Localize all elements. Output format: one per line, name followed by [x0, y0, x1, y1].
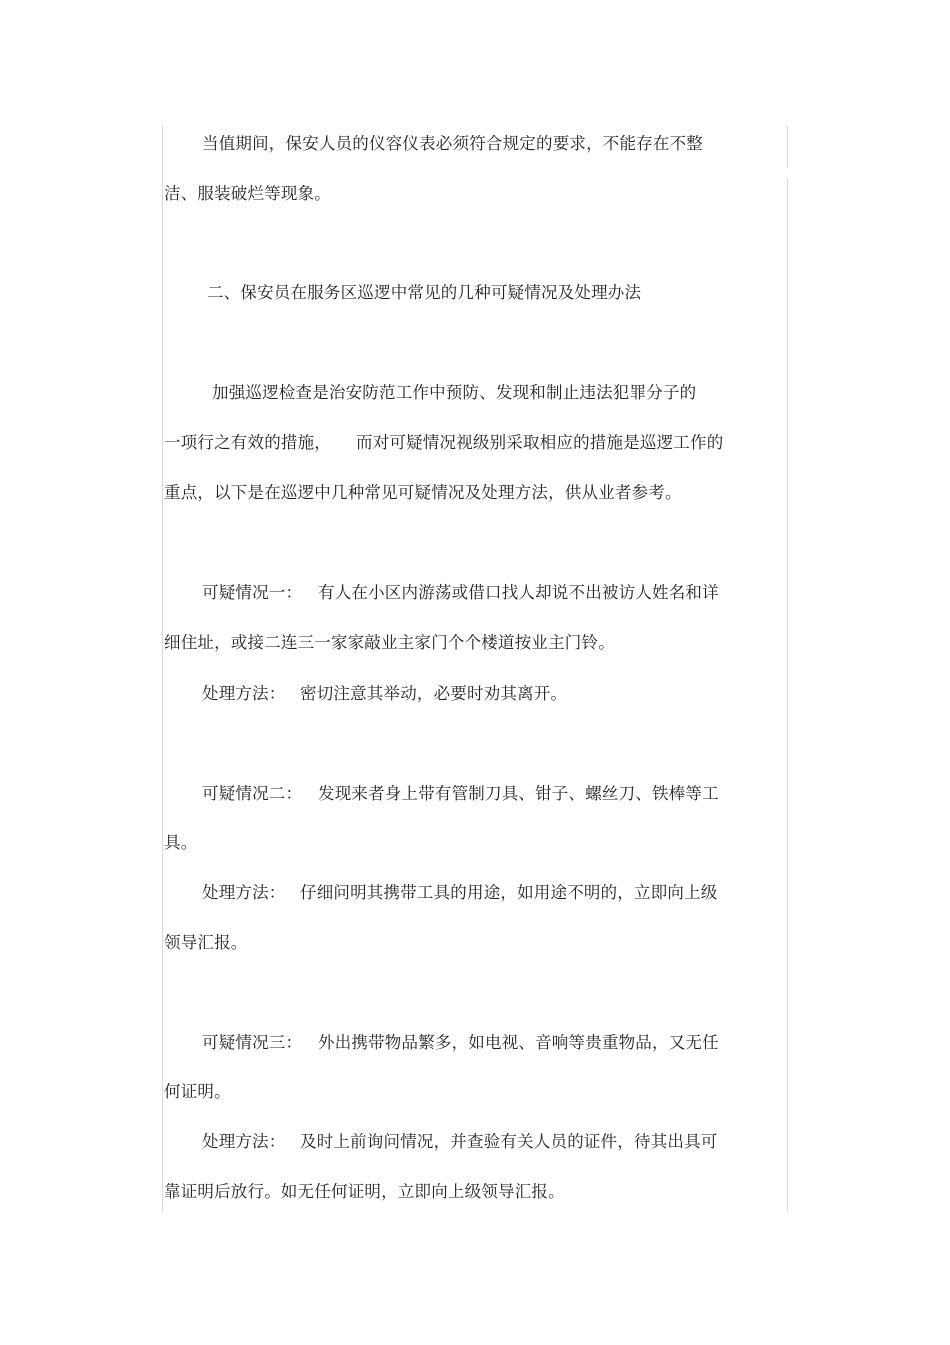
paragraph-line-2b: 而对可疑情况视级别采取相应的措施是巡逻工作的	[356, 433, 724, 452]
case-3-method-label: 处理方法：	[202, 1132, 286, 1151]
case-1-label: 可疑情况一：	[202, 583, 303, 602]
right-margin-rule-top	[787, 126, 788, 168]
case-2-text-line-1: 发现来者身上带有管制刀具、钳子、螺丝刀、铁棒等工	[318, 784, 719, 803]
paragraph-line-2a: 一项行之有效的措施，	[164, 433, 331, 452]
case-2-method-line-1: 仔细问明其携带工具的用途，如用途不明的，立即向上级	[300, 883, 718, 902]
case-1-method-label: 处理方法：	[202, 684, 286, 703]
paragraph-line-3: 重点，以下是在巡逻中几种常见可疑情况及处理方法，供从业者参考。	[164, 483, 682, 502]
right-margin-rule	[787, 178, 788, 1212]
case-1-method-line-1: 密切注意其举动，必要时劝其离开。	[300, 684, 568, 703]
case-3-text-line-2: 何证明。	[164, 1082, 231, 1101]
case-1-text-line-1: 有人在小区内游荡或借口找人却说不出被访人姓名和详	[318, 583, 719, 602]
section-heading: 二、保安员在服务区巡逻中常见的几种可疑情况及处理办法	[207, 283, 642, 302]
case-2-method-line-2: 领导汇报。	[164, 933, 248, 952]
case-3-text-line-1: 外出携带物品繁多，如电视、音响等贵重物品，又无任	[318, 1033, 719, 1052]
case-2-text-line-2: 具。	[164, 833, 198, 852]
left-margin-rule	[162, 126, 163, 1212]
case-2-method-label: 处理方法：	[202, 883, 286, 902]
case-3-label: 可疑情况三：	[202, 1033, 303, 1052]
intro-line-2: 洁、服装破烂等现象。	[164, 184, 331, 203]
case-3-method-line-2: 靠证明后放行。如无任何证明，立即向上级领导汇报。	[164, 1182, 565, 1201]
paragraph-line-1: 加强巡逻检查是治安防范工作中预防、发现和制止违法犯罪分子的	[212, 383, 697, 402]
case-3-method-line-1: 及时上前询问情况，并查验有关人员的证件，待其出具可	[300, 1132, 718, 1151]
case-2-label: 可疑情况二：	[202, 784, 303, 803]
intro-line-1: 当值期间，保安人员的仪容仪表必须符合规定的要求，不能存在不整	[202, 134, 703, 153]
case-1-text-line-2: 细住址，或接二连三一家家敲业主家门个个楼道按业主门铃。	[164, 633, 615, 652]
